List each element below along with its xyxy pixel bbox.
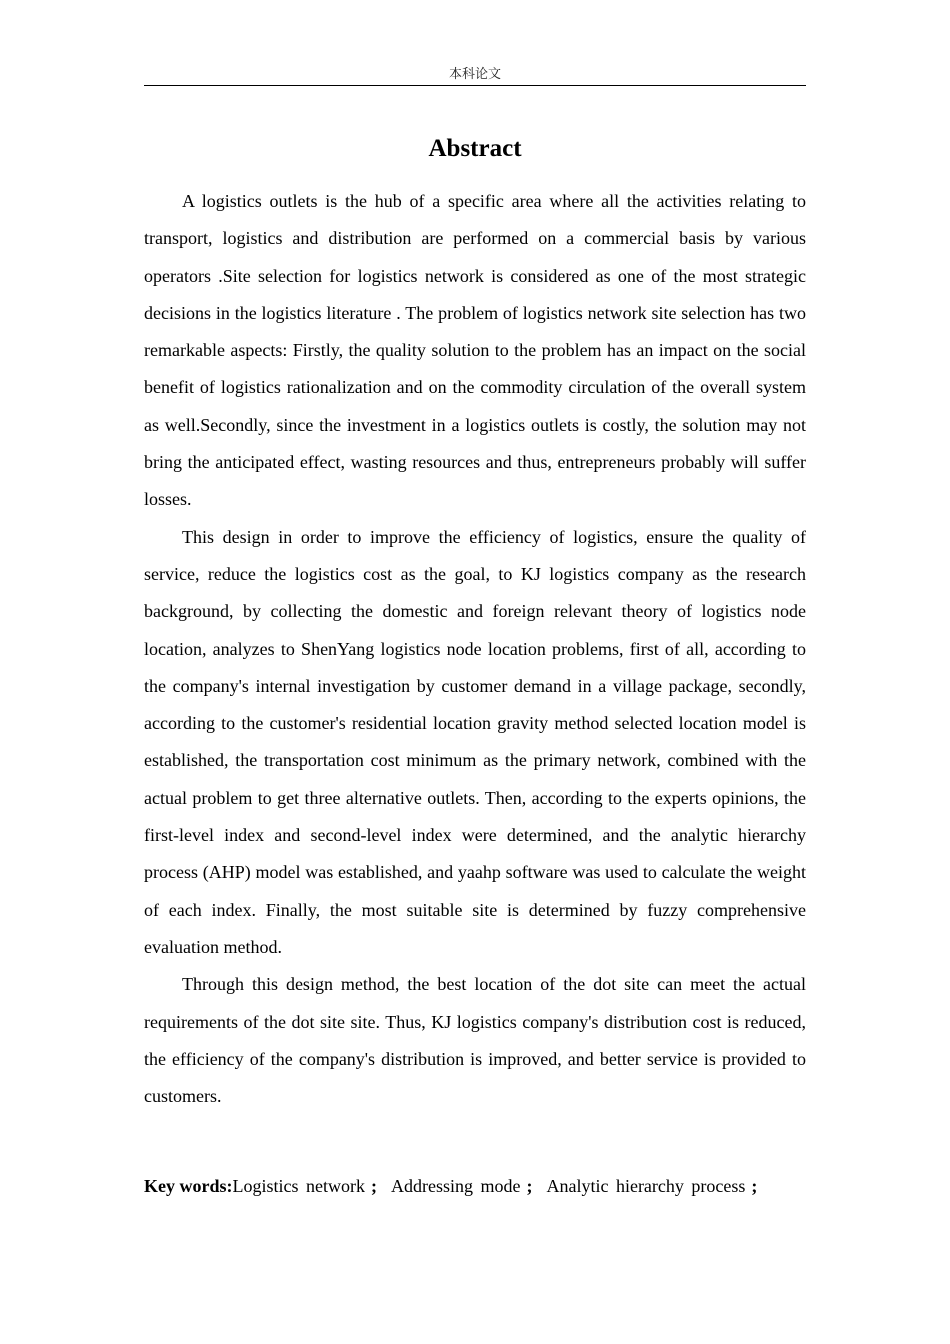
keyword-item: Logistics network [232,1176,365,1196]
abstract-paragraph-2: This design in order to improve the efficiency of logistics, ensure the quality of service, reduce the logistics cost as the goal, to KJ logistics company as the research background, by collecting the domestic and foreign relevant theory of logistics node location, analyzes to ShenYang logistics node location problems, first of all, according to the company's internal investigation by customer demand in a village package, secondly, according to the customer's residential location gravity method selected location model is established, the transportation cost minimum as the primary network, combined with the actual problem to get three alternative outlets. Then, according to the experts opinions, the first-level index and second-level index were determined, and the analytic hierarchy process (AHP) model was established, and yaahp software was used to calculate the weight of each index. Finally, the most suitable site is determined by fuzzy comprehensive evaluation method. [144,526,806,957]
abstract-paragraph-3: Through this design method, the best location of the dot site can meet the actual requirements of the dot site site. Thus, KJ logistics company's distribution cost is reduced, the efficiency of the company's distribution is improved, and better service is provided to customers. [144,974,806,1107]
abstract-title: Abstract [428,135,522,162]
keyword-item: Analytic hierarchy process [546,1176,746,1196]
keyword-separator: ; [751,1176,758,1196]
keyword-separator: ; [526,1176,533,1196]
keywords-line [144,1168,806,1205]
keywords-label: Key words: [144,1176,233,1196]
running-header: 本科论文 [448,67,501,82]
abstract-paragraph-1: A logistics outlets is the hub of a specific area where all the activities relating to transport, logistics and distribution are performed on a commercial basis by various operators .Site selection for logistics network is considered as one of the most strategic decisions in the logistics literature . The problem of logistics network site selection has two remarkable aspects: Firstly, the quality solution to the problem has an impact on the social benefit of logistics rationalization and on the commodity circulation of the overall system as well.Secondly, since the investment in a logistics outlets is costly, the solution may not bring the anticipated effect, wasting resources and thus, entrepreneurs probably will suffer losses. [144,191,806,510]
abstract-body [144,183,806,1115]
header-rule [144,85,806,86]
keyword-item: Addressing mode [390,1176,521,1196]
keyword-separator: ; [370,1176,377,1196]
